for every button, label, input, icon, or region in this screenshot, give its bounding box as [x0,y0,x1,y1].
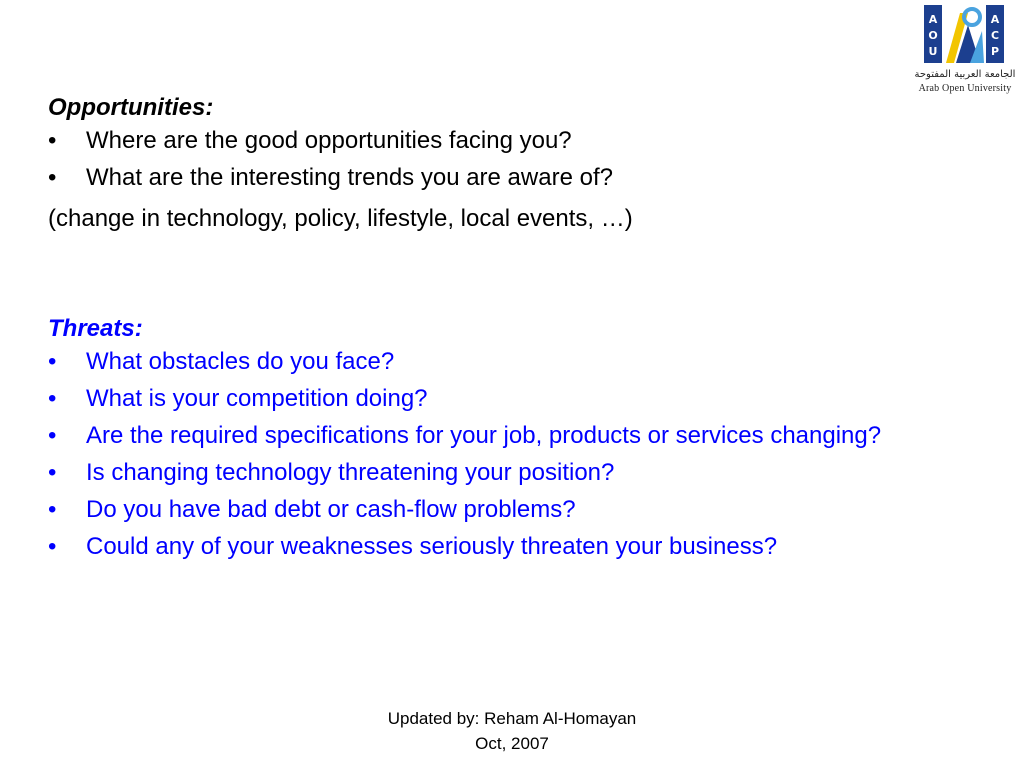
footer-updated-by: Updated by: Reham Al-Homayan [387,709,637,728]
opportunities-heading: Opportunities: [48,94,214,121]
opportunities-bullet-item [48,126,948,156]
svg-text:O: O [928,29,938,42]
bullet-text: Could any of your weaknesses seriously threaten your business? [86,533,778,560]
bullet-text: What is your competition doing? [86,385,428,412]
svg-text:U: U [928,45,938,58]
svg-text:A: A [990,13,1000,26]
svg-text:P: P [990,45,1000,58]
bullet-text: Do you have bad debt or cash-flow problems? [86,496,576,523]
threats-bullet-item [48,495,948,525]
threats-bullet-item [48,532,948,562]
threats-heading: Threats: [48,315,143,342]
bullet-icon: • [48,533,57,560]
logo-emblem-icon [910,3,1020,69]
footer-date: Oct, 2007 [475,734,549,753]
threats-bullet-item [48,347,948,377]
svg-text:A: A [928,13,938,26]
bullet-icon: • [48,422,57,449]
logo-arabic-name: الجامعة العربية المفتوحة [914,69,1016,80]
bullet-text: Is changing technology threatening your position? [86,459,615,486]
bullet-icon: • [48,127,57,154]
bullet-icon: • [48,385,57,412]
bullet-icon: • [48,348,57,375]
section-spacer [48,237,948,310]
bullet-text: What obstacles do you face? [86,348,395,375]
bullet-text: Are the required specifications for your job, products or services changing? [86,422,882,449]
arab-open-university-logo [910,3,1020,95]
threats-bullet-item [48,384,948,414]
threats-bullet-item [48,421,948,451]
threats-bullet-item [48,458,948,488]
opportunities-note: (change in technology, policy, lifestyle, local events, …) [48,205,633,232]
bullet-icon: • [48,164,57,191]
slide-footer [300,706,724,756]
logo-english-name: Arab Open University [918,83,1012,94]
opportunities-bullet-item [48,163,948,193]
bullet-text: What are the interesting trends you are aware of? [86,164,613,191]
bullet-text: Where are the good opportunities facing you? [86,127,572,154]
svg-text:C: C [990,29,1000,42]
slide-body [48,89,948,569]
bullet-icon: • [48,459,57,486]
bullet-icon: • [48,496,57,523]
